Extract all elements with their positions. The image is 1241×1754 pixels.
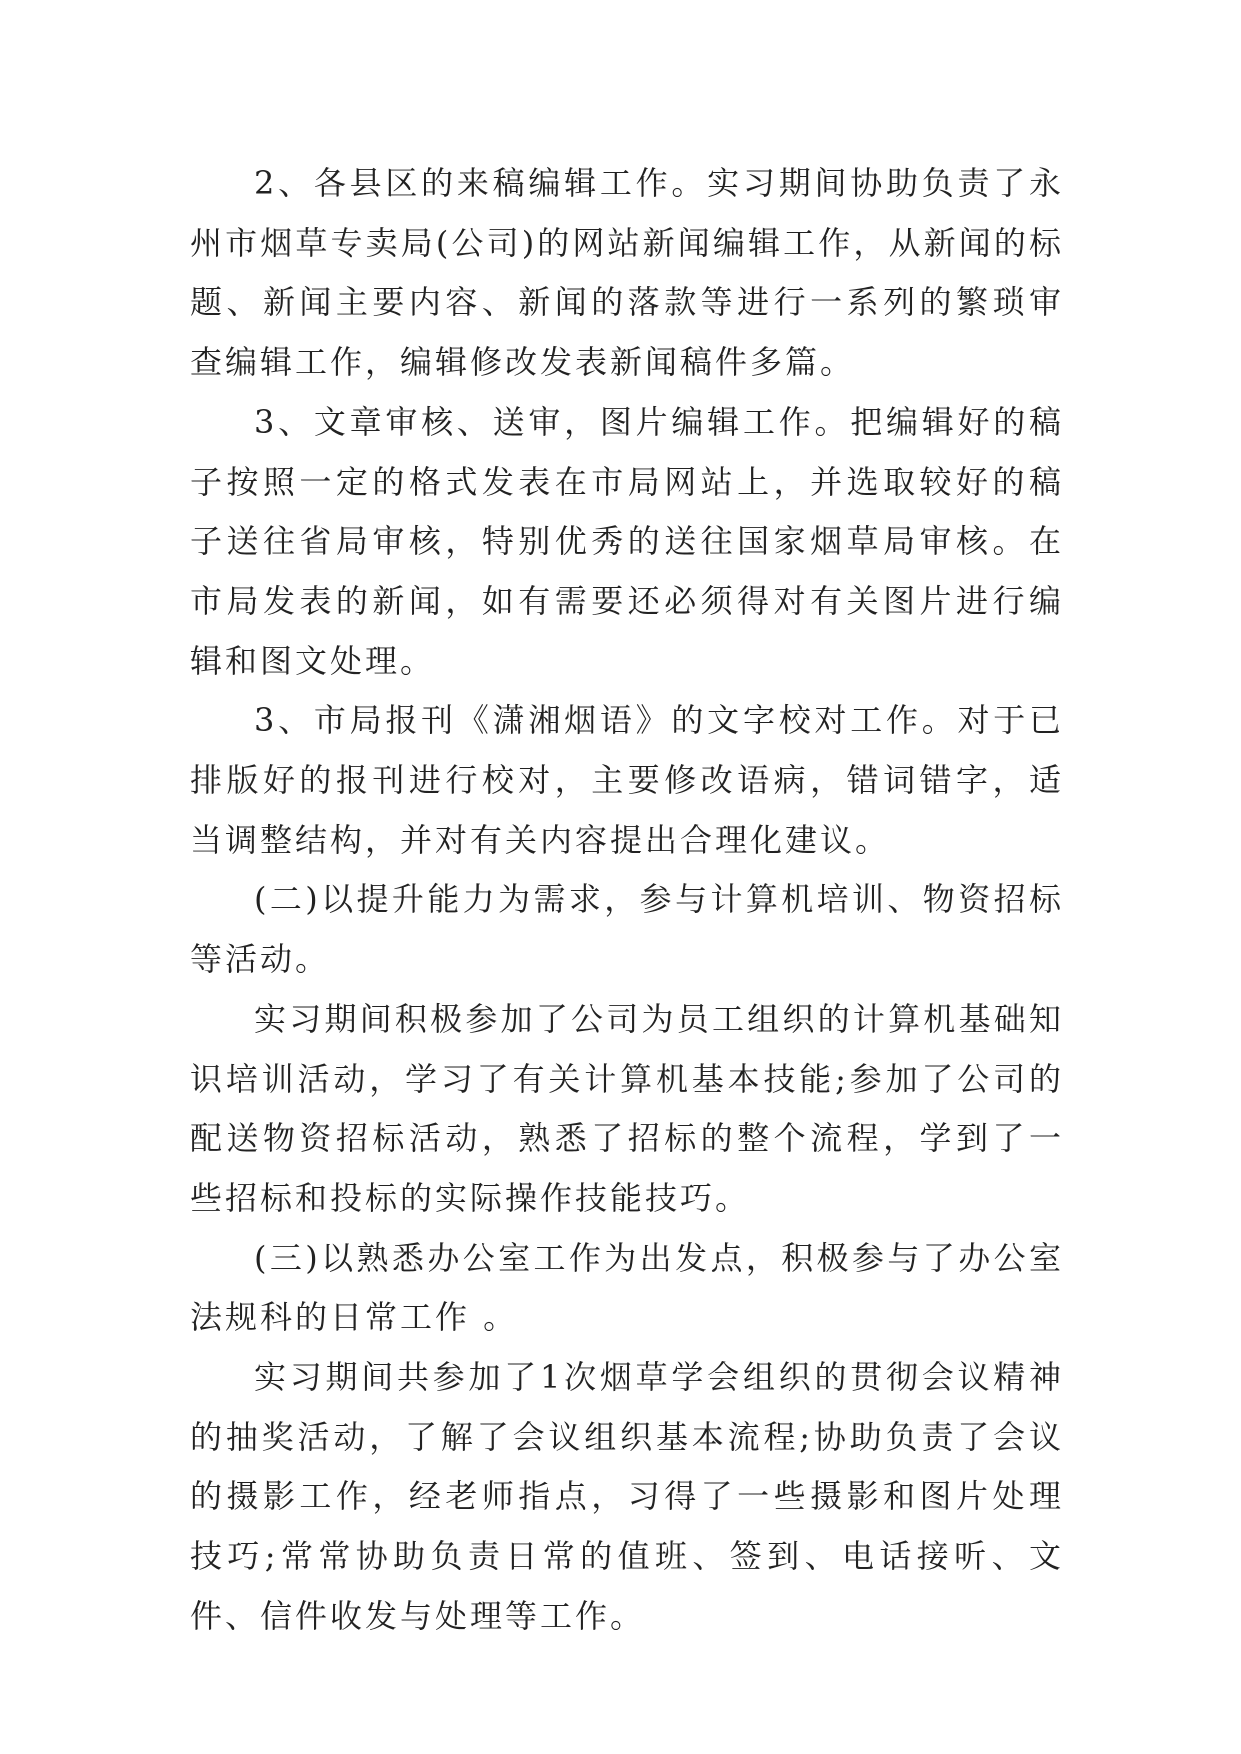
section-heading-three: (三)以熟悉办公室工作为出发点，积极参与了办公室法规科的日常工作 。 (190, 1238, 1064, 1337)
document-body (190, 154, 1064, 1647)
section-heading-two: (二)以提升能力为需求，参与计算机培训、物资招标等活动。 (190, 880, 1064, 979)
paragraph-training: 实习期间积极参加了公司为员工组织的计算机基础知识培训活动，学习了有关计算机基本技能;参加了公司的配送物资招标活动，熟悉了招标的整个流程，学到了一些招标和投标的实际操作技能技巧。 (190, 999, 1064, 1217)
paragraph-article-review: 3、文章审核、送审，图片编辑工作。把编辑好的稿子按照一定的格式发表在市局网站上，并选取较好的稿子送往省局审核，特别优秀的送往国家烟草局审核。在市局发表的新闻，如有需要还必须得对有关图片进行编辑和图文处理。 (190, 402, 1064, 680)
paragraph-proofreading: 3、市局报刊《潇湘烟语》的文字校对工作。对于已排版好的报刊进行校对，主要修改语病，错词错字，适当调整结构，并对有关内容提出合理化建议。 (190, 701, 1064, 859)
paragraph-office-work: 实习期间共参加了1次烟草学会组织的贯彻会议精神的抽奖活动，了解了会议组织基本流程;协助负责了会议的摄影工作，经老师指点，习得了一些摄影和图片处理技巧;常常协助负责日常的值班、签到、电话接听、文件、信件收发与处理等工作。 (190, 1358, 1064, 1635)
paragraph-county-editing: 2、各县区的来稿编辑工作。实习期间协助负责了永州市烟草专卖局(公司)的网站新闻编辑工作，从新闻的标题、新闻主要内容、新闻的落款等进行一系列的繁琐审查编辑工作，编辑修改发表新闻稿件多篇。 (190, 164, 1064, 382)
